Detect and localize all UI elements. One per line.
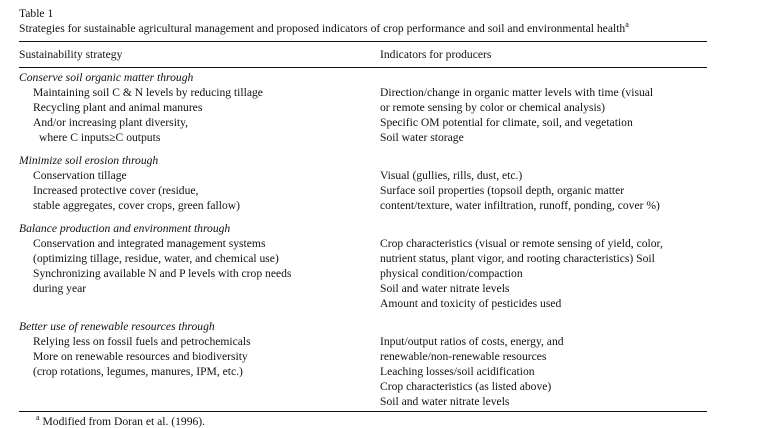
table-footnote bbox=[36, 415, 205, 428]
indicator-line: physical condition/compaction bbox=[380, 267, 523, 280]
indicator-line: Crop characteristics (visual or remote sensing of yield, color, bbox=[380, 237, 663, 250]
strategy-line: (optimizing tillage, residue, water, and chemical use) bbox=[33, 252, 279, 265]
table-title-text: Strategies for sustainable agricultural management and proposed indicators of crop performance and soil and environmental health bbox=[19, 22, 626, 35]
table-label: Table 1 bbox=[19, 7, 54, 20]
strategy-line: where C inputs≥C outputs bbox=[39, 131, 161, 144]
strategy-line: Relying less on fossil fuels and petrochemicals bbox=[33, 335, 251, 348]
indicator-line: nutrient status, plant vigor, and rooting characteristics) Soil bbox=[380, 252, 655, 265]
indicator-line: Soil water storage bbox=[380, 131, 464, 144]
bottom-rule bbox=[19, 411, 707, 412]
strategy-line: Maintaining soil C & N levels by reducing tillage bbox=[33, 86, 263, 99]
strategy-line: Conservation and integrated management systems bbox=[33, 237, 266, 250]
column-header-indicators: Indicators for producers bbox=[380, 48, 492, 61]
footnote-text: Modified from Doran et al. (1996). bbox=[42, 415, 206, 428]
indicator-line: Amount and toxicity of pesticides used bbox=[380, 297, 562, 310]
strategy-line: stable aggregates, cover crops, green fallow) bbox=[33, 199, 240, 212]
strategy-line: (crop rotations, legumes, manures, IPM, etc.) bbox=[33, 365, 243, 378]
indicator-line: Visual (gullies, rills, dust, etc.) bbox=[380, 169, 523, 182]
column-header-strategy: Sustainability strategy bbox=[19, 48, 123, 61]
section-title-erosion: Minimize soil erosion through bbox=[19, 154, 159, 167]
section-title-conserve: Conserve soil organic matter through bbox=[19, 71, 194, 84]
section-title-balance: Balance production and environment through bbox=[19, 222, 231, 235]
strategy-line: Recycling plant and animal manures bbox=[33, 101, 203, 114]
indicator-line: Crop characteristics (as listed above) bbox=[380, 380, 552, 393]
strategy-line: And/or increasing plant diversity, bbox=[33, 116, 189, 129]
indicator-line: content/texture, water infiltration, runoff, ponding, cover %) bbox=[380, 199, 660, 212]
strategy-line: during year bbox=[33, 282, 87, 295]
strategy-line: Synchronizing available N and P levels with crop needs bbox=[33, 267, 292, 280]
top-rule bbox=[19, 41, 707, 42]
indicator-line: Input/output ratios of costs, energy, and bbox=[380, 335, 564, 348]
indicator-line: Leaching losses/soil acidification bbox=[380, 365, 535, 378]
strategy-line: More on renewable resources and biodiversity bbox=[33, 350, 248, 363]
indicator-line: Soil and water nitrate levels bbox=[380, 395, 510, 408]
indicator-line: renewable/non-renewable resources bbox=[380, 350, 547, 363]
strategy-line: Conservation tillage bbox=[33, 169, 127, 182]
indicator-line: Soil and water nitrate levels bbox=[380, 282, 510, 295]
section-title-renewable: Better use of renewable resources through bbox=[19, 320, 215, 333]
table-title-footnote-marker: a bbox=[625, 20, 629, 30]
table-title bbox=[19, 22, 629, 35]
indicator-line: Surface soil properties (topsoil depth, organic matter bbox=[380, 184, 625, 197]
indicator-line: Direction/change in organic matter levels with time (visual bbox=[380, 86, 654, 99]
footnote-marker: a bbox=[36, 413, 40, 423]
strategy-line: Increased protective cover (residue, bbox=[33, 184, 199, 197]
header-rule bbox=[19, 67, 707, 68]
indicator-line: or remote sensing by color or chemical analysis) bbox=[380, 101, 606, 114]
indicator-line: Specific OM potential for climate, soil, and vegetation bbox=[380, 116, 633, 129]
